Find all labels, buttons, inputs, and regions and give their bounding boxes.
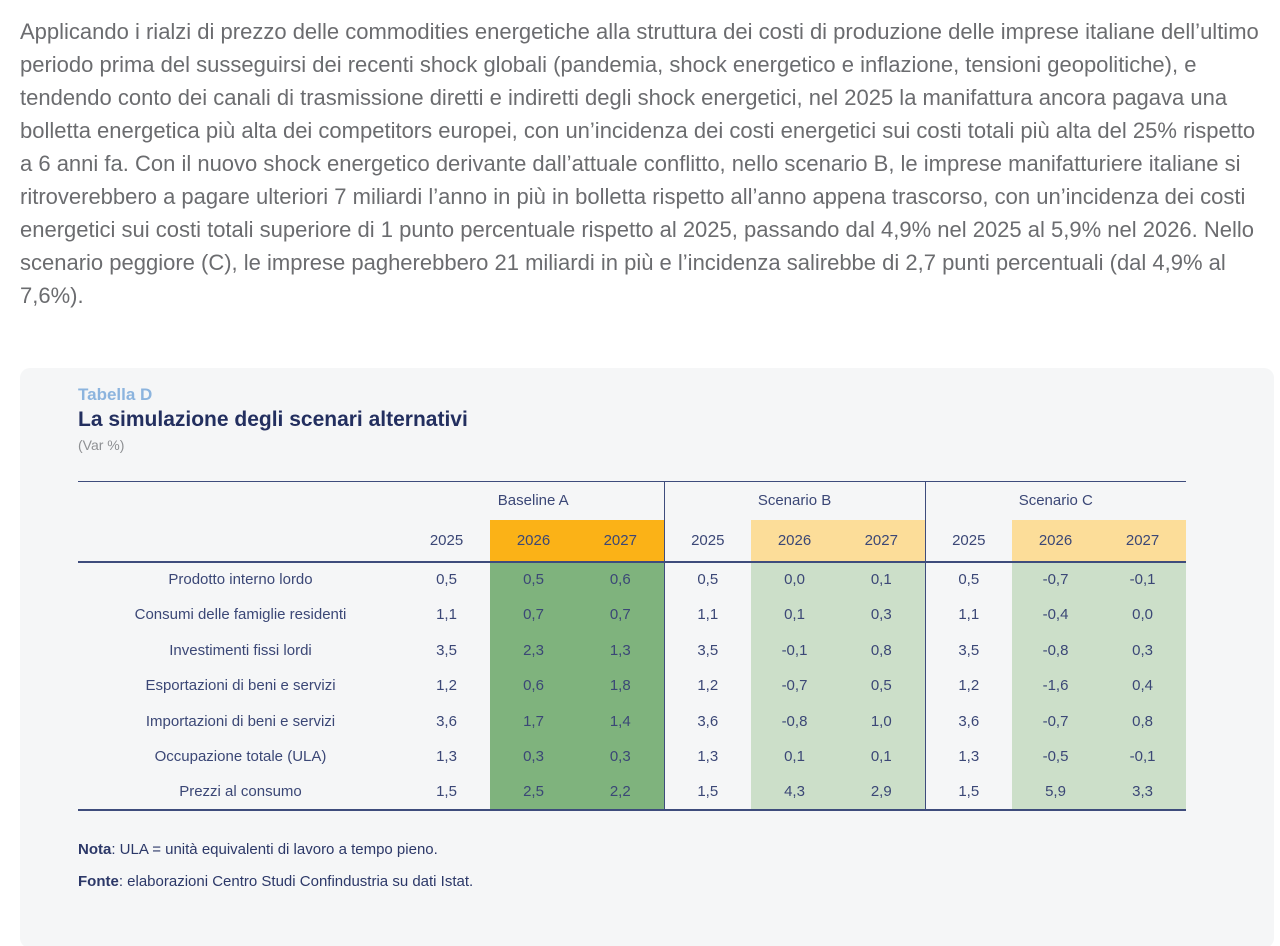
value-cell: 0,1 [751,739,838,775]
value-cell: -0,7 [751,668,838,704]
value-cell: 3,5 [436,641,457,659]
value-cell: 1,1 [436,606,457,624]
source-text: : elaborazioni Centro Studi Confindustria su dati Istat. [118,873,474,890]
value-cell: 0,3 [838,597,925,633]
value-cell: 3,5 [925,633,1012,669]
row-label: Consumi delle famiglie residenti [134,606,347,624]
value-cell: 1,3 [664,739,751,775]
source-label: Fonte [78,873,119,890]
value-cell: 2,3 [490,633,577,669]
value-cell: 3,6 [436,712,457,730]
year-header: 2026 [1012,520,1099,562]
value-cell: 2,9 [838,775,925,811]
value-cell: -0,7 [1012,562,1099,598]
table-row [78,668,1186,704]
value-cell: 4,3 [751,775,838,811]
value-cell: -0,7 [1012,704,1099,740]
table-row [78,597,1186,633]
value-cell: 5,9 [1012,775,1099,811]
value-cell: -0,8 [751,704,838,740]
value-cell: 0,5 [664,562,751,598]
value-cell: 0,5 [436,571,457,589]
value-cell: 1,1 [925,597,1012,633]
note-label: Nota [78,841,112,858]
value-cell: 1,2 [436,677,457,695]
intro-paragraph: Applicando i rialzi di prezzo delle commodities energetiche alla struttura dei costi di produzione delle imprese italiane dell’ultimo periodo prima del susseguirsi dei recenti shock globali (pandemia, shock energetico e inflazione, tensioni geopolitiche), e tendendo conto dei canali di trasmissione diretti e indiretti degli shock energetici, nel 2025 la manifattura ancora pagava una bolletta energetica più alta dei competitors europei, con un’incidenza dei costi energetici sui costi totali più alta del 25% rispetto a 6 anni fa. Con il nuovo shock energetico derivante dall’attuale conflitto, nello scenario B, le imprese manifatturiere italiane si ritroverebbero a pagare ulteriori 7 miliardi l’anno in più in bolletta rispetto all’anno appena trascorso, con un’incidenza dei costi energetici sui costi totali superiore di 1 punto percentuale rispetto al 2025, passando dal 4,9% nel 2025 al 5,9% nel 2026. Nello scenario peggiore (C), le imprese pagherebbero 21 miliardi in più e l’incidenza salirebbe di 2,7 punti percentuali (dal 4,9% al 7,6%). [20,19,1259,308]
year-header: 2027 [1099,520,1186,562]
table-source [78,873,1186,890]
value-cell: 1,7 [490,704,577,740]
row-label: Investimenti fissi lordi [169,641,312,659]
value-cell: 0,1 [751,597,838,633]
table-note [78,841,1186,858]
value-cell: 3,6 [925,704,1012,740]
table-row [78,739,1186,775]
year-header: 2027 [577,520,664,562]
value-cell: 1,5 [925,775,1012,811]
year-header: 2025 [403,520,490,562]
value-cell: 1,3 [577,633,664,669]
row-label: Prodotto interno lordo [168,571,313,589]
row-label: Prezzi al consumo [78,775,403,811]
table-row [78,633,1186,669]
value-cell: 0,5 [490,562,577,598]
value-cell: 1,0 [838,704,925,740]
scenarios-table [78,481,1186,811]
value-cell: -0,1 [1099,739,1186,775]
value-cell: 1,3 [925,739,1012,775]
value-cell: -0,4 [1012,597,1099,633]
year-header: 2026 [751,520,838,562]
value-cell: 0,5 [838,668,925,704]
table-card-title: La simulazione degli scenari alternativi [78,408,468,431]
value-cell: 0,8 [1099,704,1186,740]
value-cell: 1,5 [403,775,490,811]
value-cell: 0,0 [751,562,838,598]
value-cell: -0,5 [1012,739,1099,775]
value-cell: 0,3 [490,739,577,775]
value-cell: 3,5 [664,633,751,669]
year-header: 2027 [838,520,925,562]
value-cell: 0,0 [1099,597,1186,633]
table-row [78,562,1186,598]
value-cell: -0,1 [1099,562,1186,598]
table-card [20,368,1274,946]
group-header-scenario-c: Scenario C [925,482,1186,520]
value-cell: 1,5 [664,775,751,811]
row-label: Importazioni di beni e servizi [145,712,336,730]
note-text: : ULA = unità equivalenti di lavoro a tempo pieno. [111,841,438,858]
value-cell: 0,5 [925,562,1012,598]
value-cell: -0,8 [1012,633,1099,669]
row-label: Occupazione totale (ULA) [154,748,327,766]
table-row [78,704,1186,740]
value-cell: 2,2 [577,775,664,811]
value-cell: 0,6 [577,562,664,598]
value-cell: 1,1 [664,597,751,633]
value-cell: 1,3 [436,748,457,766]
value-cell: 1,2 [664,668,751,704]
value-cell: 1,2 [925,668,1012,704]
table-row [78,775,1186,811]
value-cell: 0,7 [577,597,664,633]
group-header-baseline-a: Baseline A [497,492,569,510]
value-cell: 0,8 [838,633,925,669]
value-cell: -1,6 [1012,668,1099,704]
value-cell: 1,8 [577,668,664,704]
value-cell: 0,3 [577,739,664,775]
value-cell: 0,1 [838,562,925,598]
value-cell: 0,3 [1099,633,1186,669]
value-cell: 2,5 [490,775,577,811]
value-cell: 3,3 [1099,775,1186,811]
group-header-row [78,482,1186,520]
value-cell: 0,6 [490,668,577,704]
value-cell: 0,4 [1099,668,1186,704]
value-cell: -0,1 [751,633,838,669]
year-header: 2025 [664,520,751,562]
empty-corner-cell [78,482,403,520]
row-label: Esportazioni di beni e servizi [145,677,336,695]
value-cell: 1,4 [577,704,664,740]
table-card-subtitle: (Var %) [78,437,125,453]
year-header: 2025 [925,520,1012,562]
year-header-row [78,520,1186,562]
table-card-label: Tabella D [78,385,153,404]
group-header-scenario-b: Scenario B [664,482,925,520]
year-header: 2026 [490,520,577,562]
value-cell: 3,6 [664,704,751,740]
value-cell: 0,7 [490,597,577,633]
empty-corner-cell [78,520,403,562]
value-cell: 0,1 [838,739,925,775]
